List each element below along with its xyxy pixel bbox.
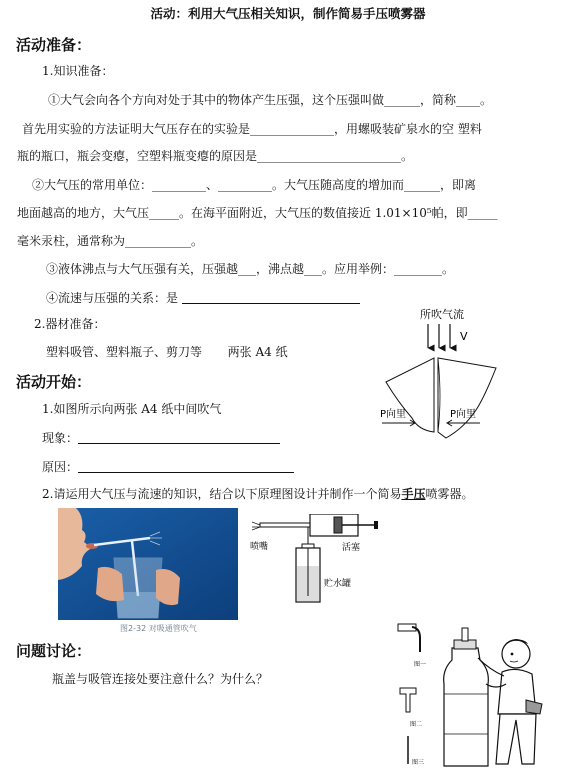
velocity-label: V (460, 330, 468, 343)
knowledge-heading: 1.知识准备： (42, 64, 114, 78)
photo-caption: 图2-32 对吸通管吹气 (120, 624, 197, 633)
reason-blank[interactable] (78, 460, 294, 473)
materials-item-b: 两张 A4 纸 (227, 345, 288, 359)
straw-blowing-photo (58, 508, 238, 634)
section-heading-start: 活动开始： (16, 373, 92, 391)
phenomenon-label: 现象： (42, 431, 79, 445)
sprayer-diagram (250, 514, 380, 606)
question-1-line-2: 首先用实验的方法证明大气压存在的实验是______________，用螺吸装矿泉水的空 塑料 (22, 122, 482, 136)
step-2-underlined: 手压 (401, 487, 426, 501)
step-2-end: 喷雾器。 (425, 487, 474, 501)
materials-heading: 2.器材准备： (34, 317, 106, 331)
phenomenon-blank[interactable] (78, 431, 280, 444)
sprayer-usage-illustration (386, 614, 574, 774)
tank-label: 贮水罐 (324, 579, 352, 589)
paper-sheet-right (438, 358, 496, 438)
figure-label-3: 图三 (412, 759, 425, 766)
phenomenon-row (42, 430, 280, 446)
question-4-text: ④流速与压强的关系：是 (46, 291, 179, 305)
section-heading-discuss: 问题讨论： (16, 642, 92, 660)
question-1-line-3: 瓶的瓶口，瓶会变瘪，空塑料瓶变瘪的原因是________________________。 (17, 149, 414, 163)
figure-label-2: 图二 (410, 721, 423, 728)
materials-item-a: 塑料吸管、塑料瓶子、剪刀等 (46, 345, 203, 359)
pressure-label-left: P向里 (380, 409, 407, 420)
reason-row (42, 459, 294, 475)
section-heading-prep: 活动准备： (16, 36, 92, 54)
answer-blank-q4[interactable] (182, 291, 360, 304)
page-title: 活动：利用大气压相关知识，制作简易手压喷雾器 (150, 6, 426, 21)
question-2-line-1: ②大气压的常用单位：_________、_________。大气压随高度的增加而______，即离 (32, 178, 477, 192)
step-2-text: 2.请运用大气压与流速的知识，结合以下原理图设计并制作一个简易 (42, 487, 402, 501)
paper-sheet-left (386, 358, 434, 432)
nozzle-label: 喷嘴 (250, 542, 269, 552)
step-2 (42, 486, 473, 502)
paper-blowing-figure (376, 302, 572, 452)
discussion-question: 瓶盖与吸管连接处要注意什么？为什么？ (52, 672, 269, 686)
pressure-label-right: P向里 (450, 409, 477, 420)
piston-label: 活塞 (342, 543, 361, 553)
plastic-bottle (444, 648, 489, 766)
question-2-line-3: 毫米汞柱，通常称为___________。 (17, 234, 204, 248)
figure-label-1: 图一 (414, 661, 427, 668)
question-3: ③液体沸点与大气压强有关，压强越___，沸点越___。应用举例：________。 (46, 262, 455, 276)
question-2-line-2: 地面越高的地方，大气压_____。在海平面附近，大气压的数值接近 1.01×10⁵帕，即_____ (17, 206, 498, 220)
question-1-line-1: ①大气会向各个方向对处于其中的物体产生压强，这个压强叫做______，简称____。 (48, 93, 493, 107)
airflow-label: 所吹气流 (420, 308, 464, 321)
reason-label: 原因： (42, 460, 79, 474)
materials-list (46, 344, 288, 360)
step-1: 1.如图所示向两张 A4 纸中间吹气 (42, 402, 222, 416)
question-4 (46, 290, 360, 306)
